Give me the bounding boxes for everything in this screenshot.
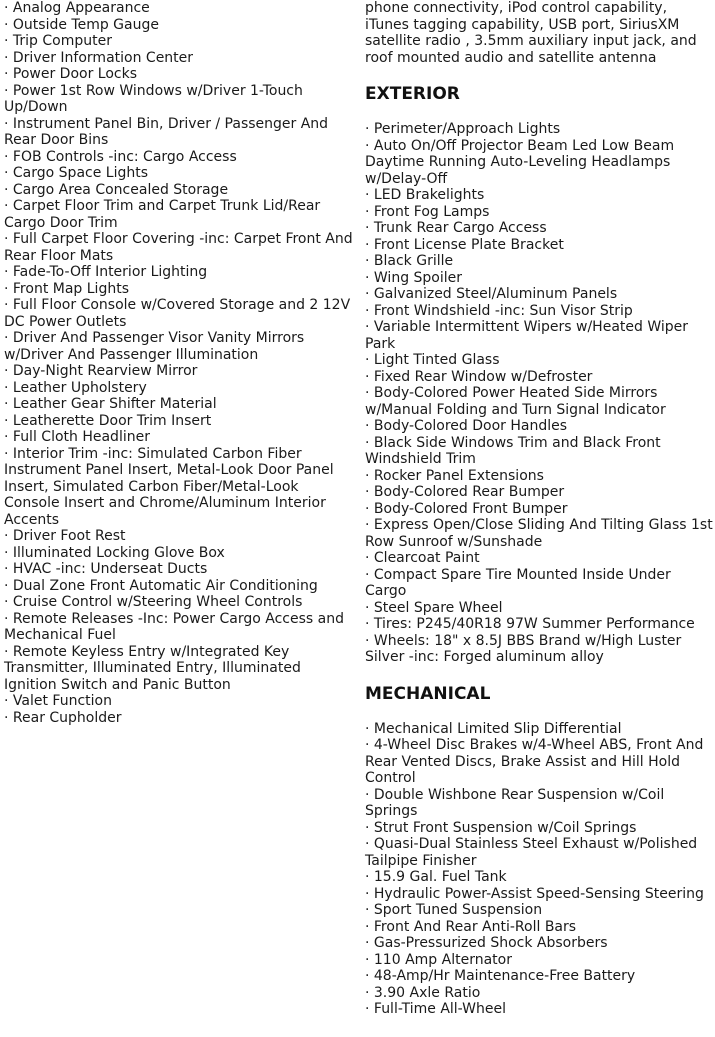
list-item: · Mechanical Limited Slip Differential (365, 720, 622, 737)
list-item: · HVAC -inc: Underseat Ducts (4, 561, 208, 577)
list-item: · Black Side Windows Trim and Black Front Windshield Trim (365, 434, 661, 467)
list-item: · Gas-Pressurized Shock Absorbers (365, 935, 608, 951)
list-item: · Body-Colored Door Handles (365, 418, 568, 434)
list-item: · Body-Colored Power Heated Side Mirrors w/Manual Folding and Turn Signal Indicator (365, 385, 666, 418)
list-item: · Front And Rear Anti-Roll Bars (365, 918, 577, 935)
list-item: · Perimeter/Approach Lights (365, 121, 561, 137)
list-item: · Front Map Lights (4, 280, 129, 297)
list-item: · Leather Gear Shifter Material (4, 396, 217, 412)
list-item: · Rocker Panel Extensions (365, 467, 544, 484)
list-item: · Black Grille (365, 253, 454, 269)
list-item: · Wing Spoiler (365, 269, 463, 286)
list-item: · Carpet Floor Trim and Carpet Trunk Lid/Rear Cargo Door Trim (4, 198, 321, 231)
audio-continuation-text: phone connectivity, iPod control capability, iTunes tagging capability, USB port, SiriusXM satellite radio , 3.5mm auxiliary input jack, and roof mounted audio and satellite antenna (365, 0, 697, 66)
list-item: · Front License Plate Bracket (365, 236, 564, 253)
list-item: · Dual Zone Front Automatic Air Conditioning (4, 577, 318, 594)
list-item: · Front Fog Lamps (365, 203, 490, 220)
list-item: · Clearcoat Paint (365, 550, 480, 566)
list-item: · Power Door Locks (4, 66, 138, 82)
list-item: · Front Windshield -inc: Sun Visor Strip (365, 302, 633, 319)
list-item: · Variable Intermittent Wipers w/Heated Wiper Park (365, 319, 689, 352)
list-item: · Cargo Area Concealed Storage (4, 181, 229, 198)
list-item: · Driver Foot Rest (4, 528, 126, 544)
list-item: · Auto On/Off Projector Beam Led Low Beam Daytime Running Auto-Leveling Headlamps w/Delay-Off (365, 137, 675, 187)
list-item: · Wheels: 18" x 8.5J BBS Brand w/High Luster Silver -inc: Forged aluminum alloy (365, 632, 682, 665)
list-item: · 110 Amp Alternator (365, 951, 512, 968)
list-item: · 48-Amp/Hr Maintenance-Free Battery (365, 968, 636, 984)
mechanical-heading: MECHANICAL (365, 683, 491, 704)
list-item: · Galvanized Steel/Aluminum Panels (365, 286, 618, 302)
list-item: · Full Carpet Floor Covering -inc: Carpet Front And Rear Floor Mats (4, 231, 353, 264)
list-item: · 3.90 Axle Ratio (365, 984, 481, 1001)
list-item: · Rear Cupholder (4, 709, 122, 726)
list-item: · Full Floor Console w/Covered Storage and 2 12V DC Power Outlets (4, 297, 351, 330)
list-item: · Driver And Passenger Visor Vanity Mirrors w/Driver And Passenger Illumination (4, 330, 305, 363)
list-item: · Interior Trim -inc: Simulated Carbon Fiber Instrument Panel Insert, Metal-Look Door Panel Insert, Simulated Carbon Fiber/Metal-Look Console Insert and Chrome/Aluminum Interior Accents (4, 445, 334, 528)
list-item: · Instrument Panel Bin, Driver / Passenger And Rear Door Bins (4, 115, 329, 148)
list-item: · Remote Releases -Inc: Power Cargo Access and Mechanical Fuel (4, 610, 344, 643)
list-item: · Cargo Space Lights (4, 165, 149, 181)
list-item: · Analog Appearance (4, 0, 150, 16)
list-item: · Power 1st Row Windows w/Driver 1-Touch Up/Down (4, 82, 303, 115)
list-item: · Valet Function (4, 693, 112, 709)
right-column (365, 0, 715, 1018)
list-item: · Double Wishbone Rear Suspension w/Coil Springs (365, 786, 665, 819)
left-column (4, 0, 356, 726)
list-item: · Fade-To-Off Interior Lighting (4, 264, 208, 280)
mechanical-feature-list (365, 721, 715, 1018)
list-item: · Fixed Rear Window w/Defroster (365, 368, 593, 385)
list-item: · Full-Time All-Wheel (365, 1001, 506, 1017)
list-item: · 4-Wheel Disc Brakes w/4-Wheel ABS, Front And Rear Vented Discs, Brake Assist and Hill Hold Control (365, 737, 704, 786)
exterior-feature-list (365, 121, 715, 666)
list-item: · Express Open/Close Sliding And Tilting Glass 1st Row Sunroof w/Sunshade (365, 517, 713, 550)
list-item: · Trunk Rear Cargo Access (365, 220, 547, 236)
list-item: · FOB Controls -inc: Cargo Access (4, 148, 237, 165)
list-item: · Leather Upholstery (4, 379, 147, 396)
list-item: · Sport Tuned Suspension (365, 902, 543, 918)
list-item: · Body-Colored Rear Bumper (365, 484, 565, 500)
list-item: · Cruise Control w/Steering Wheel Controls (4, 594, 303, 610)
list-item: · Outside Temp Gauge (4, 16, 159, 33)
list-item: · Leatherette Door Trim Insert (4, 412, 212, 429)
list-item: · Driver Information Center (4, 49, 194, 66)
list-item: · Remote Keyless Entry w/Integrated Key Transmitter, Illuminated Entry, Illuminated Ignition Switch and Panic Button (4, 643, 301, 693)
list-item: · Day-Night Rearview Mirror (4, 363, 198, 379)
list-item: · LED Brakelights (365, 187, 485, 203)
exterior-heading: EXTERIOR (365, 84, 460, 104)
list-item: · Trip Computer (4, 33, 112, 49)
list-item: · Quasi-Dual Stainless Steel Exhaust w/Polished Tailpipe Finisher (365, 836, 698, 869)
list-item: · 15.9 Gal. Fuel Tank (365, 869, 507, 885)
list-item: · Strut Front Suspension w/Coil Springs (365, 819, 637, 836)
list-item: · Full Cloth Headliner (4, 429, 150, 445)
interior-feature-list (4, 0, 356, 726)
list-item: · Tires: P245/40R18 97W Summer Performance (365, 616, 695, 632)
list-item: · Compact Spare Tire Mounted Inside Under Cargo (365, 566, 671, 599)
list-item: · Hydraulic Power-Assist Speed-Sensing Steering (365, 885, 704, 902)
list-item: · Light Tinted Glass (365, 352, 500, 368)
list-item: · Steel Spare Wheel (365, 599, 503, 616)
list-item: · Illuminated Locking Glove Box (4, 544, 225, 561)
list-item: · Body-Colored Front Bumper (365, 500, 568, 517)
